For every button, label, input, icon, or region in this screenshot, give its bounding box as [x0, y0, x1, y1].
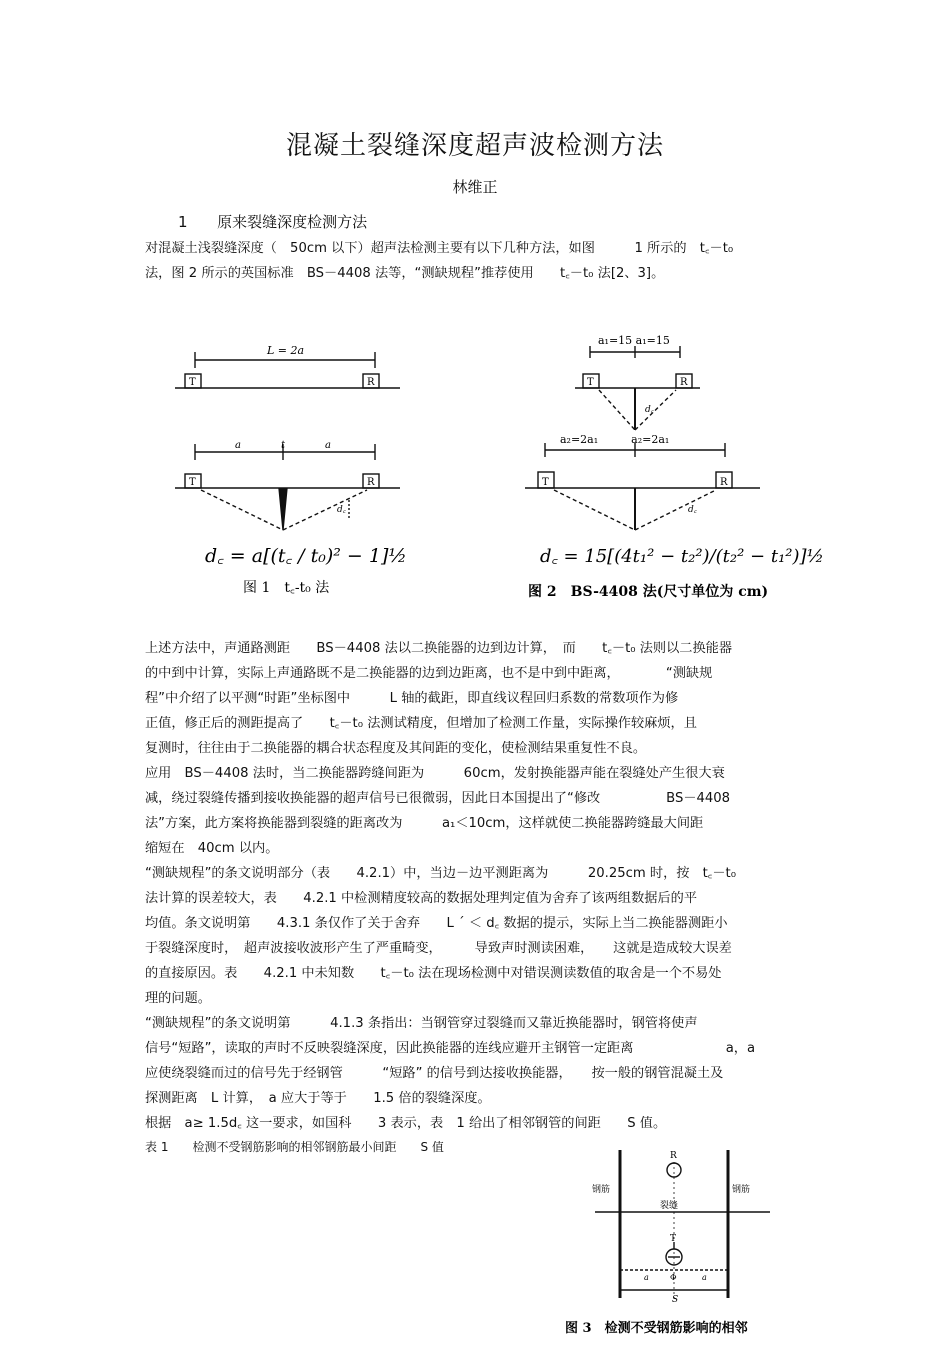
fig2-caption: 图 2 BS-4408 法(尺寸单位为 cm): [528, 584, 769, 600]
fig3-s-label: S: [672, 1295, 679, 1305]
section-heading: [178, 211, 367, 232]
body-text: [145, 636, 815, 1136]
fig2-t-label-2: T: [542, 477, 549, 488]
section-number: 1: [178, 213, 188, 231]
table-1-caption: 表 1 检测不受钢筋影响的相邻钢筋最小间距 S 值: [145, 1140, 444, 1154]
fig2-r-label-2: R: [720, 477, 728, 488]
text-line: 应使绕裂缝而过的信号先于经钢管 “短路” 的信号到达接收换能器， 按一般的钢管混凝土及: [145, 1066, 724, 1081]
fig3-left-rebar: 钢筋: [592, 1185, 611, 1195]
text-line: 法，图 2 所示的英国标准 BS－4408 法等，“测缺规程”推荐使用 t꜀－t₀ 法[2、3]。: [145, 266, 665, 281]
fig1-r-label: R: [367, 377, 375, 388]
fig2-dc-upper: d꜀: [645, 405, 654, 415]
fig3-right-rebar: 钢筋: [732, 1185, 751, 1195]
fig2-mid-label: a₂=2a₁ a₂=2a₁: [560, 433, 670, 446]
text-line: 探测距离 L 计算， a 应大于等于 1.5 倍的裂缝深度。: [145, 1091, 491, 1106]
text-line: 正值，修正后的测距提高了 t꜀－t₀ 法测试精度，但增加了检测工作量，实际操作较麻烦，且: [145, 716, 697, 731]
text-line: 根据 a≥ 1.5d꜀ 这一要求，如国科 3 表示，表 1 给出了相邻钢管的间距 S 值。: [145, 1116, 667, 1131]
fig3-r-label: R: [670, 1151, 677, 1161]
fig3-a-right: a: [702, 1273, 707, 1282]
fig3-a-left: a: [644, 1273, 649, 1282]
text-line: “测缺规程”的条文说明第 4.1.3 条指出：当钢管穿过裂缝而又靠近换能器时，钢管将使声: [145, 1016, 698, 1031]
fig3-crack-label: 裂缝: [660, 1201, 679, 1211]
text-line: 信号“短路”，读取的声时不反映裂缝深度，因此换能器的连线应避开主钢管一定距离 a，a: [145, 1041, 756, 1056]
author: 林维正: [452, 178, 498, 196]
fig1-dc-label: d꜀: [337, 505, 346, 515]
text-line: 减，绕过裂缝传播到接收换能器的超声信号已很微弱，因此日本国提出了“修改 BS－4408: [145, 791, 731, 806]
fig1-a-right: a: [325, 440, 331, 451]
text-line: 复测时，往往由于二换能器的耦合状态程度及其间距的变化，使检测结果重复性不良。: [145, 741, 647, 756]
text-line: 理的问题。: [145, 991, 211, 1006]
fig3-phi: Φ: [670, 1273, 677, 1282]
fig2-t-label: T: [587, 377, 594, 388]
figure-2-bs4408-method: [520, 330, 824, 605]
fig1-r-label-2: R: [367, 477, 375, 488]
fig2-r-label: R: [680, 377, 688, 388]
text-line: “测缺规程”的条文说明部分（表 4.2.1）中，当边－边平测距离为 20.25cm 时，按 t꜀－t₀: [145, 866, 737, 881]
text-line: 的中到中计算，实际上声通路既不是二换能器的边到边距离，也不是中到中距离， “测缺规: [145, 666, 713, 681]
text-line: 法”方案，此方案将换能器到裂缝的距离改为 a₁＜10cm，这样就使二换能器跨缝最大间距: [145, 816, 704, 831]
text-line: 对混凝土浅裂缝深度（ 50cm 以下）超声法检测主要有以下几种方法，如图 1 所示的 t꜀－t₀: [145, 241, 734, 256]
section-title: 原来裂缝深度检测方法: [217, 213, 368, 231]
figure-3-rebar-spacing: [565, 1150, 785, 1345]
text-line: 缩短在 40cm 以内。: [145, 841, 279, 856]
fig2-top-label: a₁=15 a₁=15: [598, 334, 670, 347]
text-line: 的直接原因。表 4.2.1 中未知数 t꜀－t₀ 法在现场检测中对错误测读数值的取舍是一个不易处: [145, 966, 722, 981]
text-line: 应用 BS－4408 法时，当二换能器跨缝间距为 60cm，发射换能器声能在裂缝处产生很大衰: [145, 766, 725, 781]
fig1-length-label: L = 2a: [267, 344, 305, 357]
fig2-formula: d꜀ = 15[(4t₁² − t₂²)/(t₂² − t₁²)]½: [540, 546, 824, 567]
text-line: 上述方法中，声通路测距 BS－4408 法以二换能器的边到边计算， 而 t꜀－t₀ 法则以二换能器: [145, 641, 733, 656]
text-line: 法计算的误差较大，表 4.2.1 中检测精度较高的数据处理判定值为舍弃了该两组数据后的平: [145, 891, 698, 906]
page-title: 混凝土裂缝深度超声波检测方法: [285, 131, 664, 161]
fig2-dc-lower: d꜀: [688, 505, 697, 515]
fig1-t-mid: t: [281, 440, 286, 451]
text-line: 于裂缝深度时， 超声波接收波形产生了严重畸变， 导致声时测读困难， 这就是造成较大误差: [145, 941, 732, 956]
fig3-t-label: T: [670, 1234, 677, 1244]
fig1-caption: 图 1 t꜀-t₀ 法: [243, 580, 330, 596]
figure-1-tc-t0-method: [175, 330, 415, 605]
intro-paragraph: [145, 236, 815, 286]
fig1-a-left: a: [235, 440, 241, 451]
fig3-caption: 图 3 检测不受钢筋影响的相邻: [565, 1321, 748, 1336]
text-line: 程”中介绍了以平测“时距”坐标图中 L 轴的截距，即直线议程回归系数的常数项作为修: [145, 691, 679, 706]
text-line: 均值。条文说明第 4.3.1 条仅作了关于舍弃 L ´ ＜ d꜀ 数据的提示，实际上当二换能器测距小: [145, 916, 728, 931]
fig1-formula: d꜀ = a[(t꜀ / t₀)² − 1]½: [205, 545, 407, 567]
fig1-t-label: T: [189, 377, 196, 388]
fig1-t-label-2: T: [189, 477, 196, 488]
